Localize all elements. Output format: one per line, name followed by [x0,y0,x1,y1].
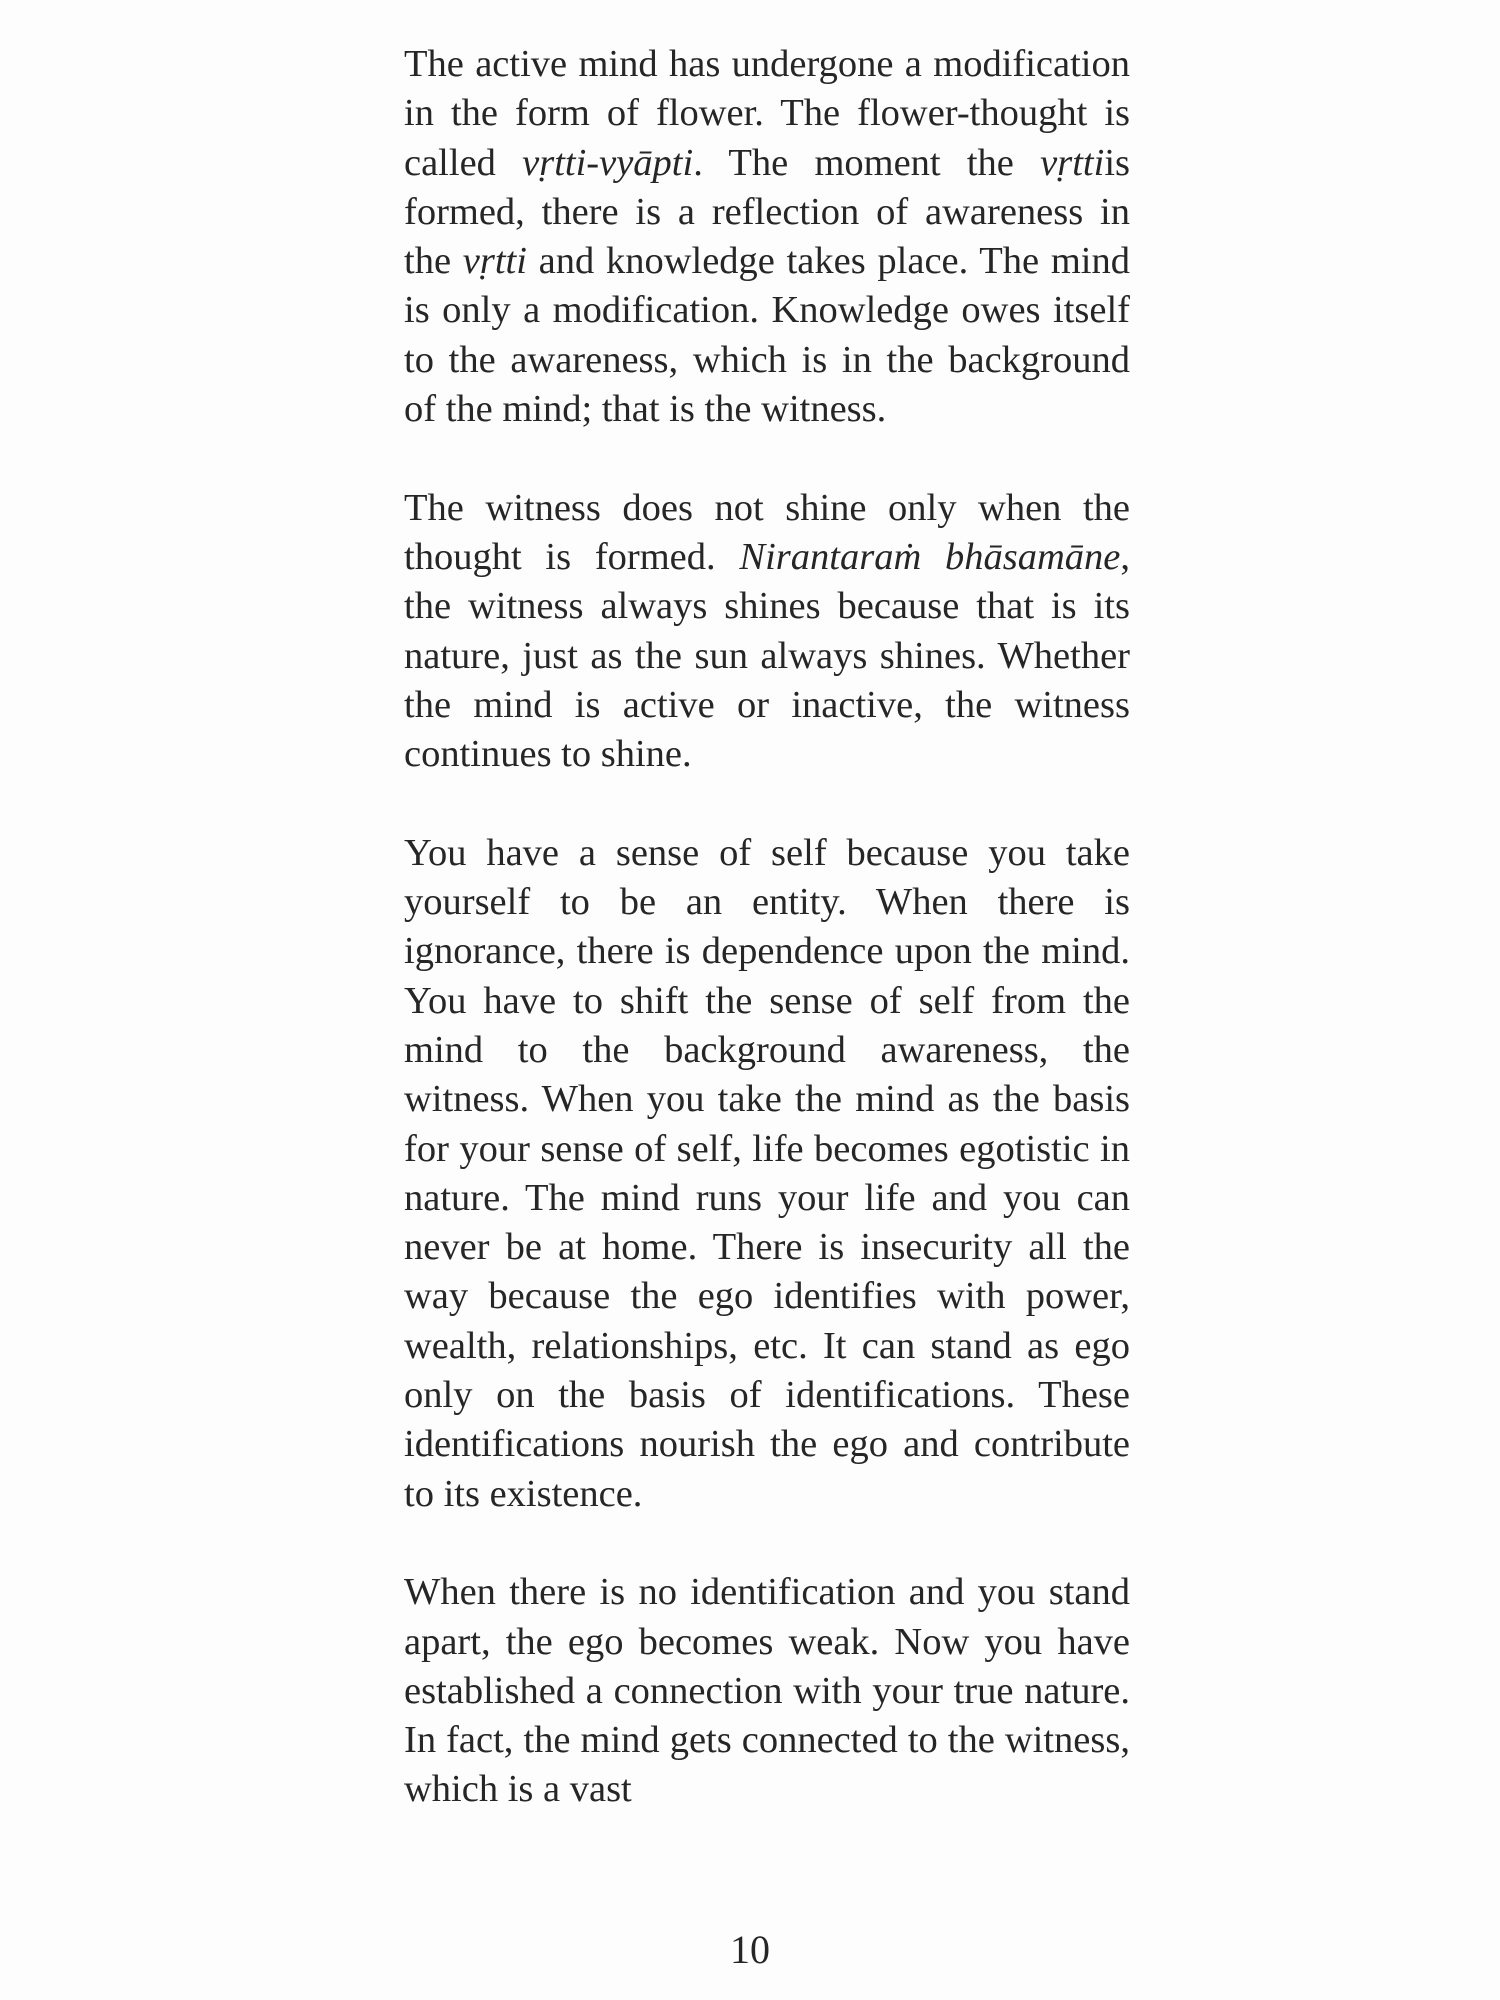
text-run: The active mind has undergone a modification in the form of flower. The flower-thought is called [404,43,1130,184]
sanskrit-term: vṛtti-vyāpti [522,141,694,184]
text-run: , the witness always shines because that is its nature, just as the sun always shines. Whether the mind is active or inactive, the witness continues to shine. [404,535,1131,776]
paragraph-3: You have a sense of self because you take yourself to be an entity. When there is ignorance, there is dependence upon the mind. You have to shift the sense of self from the mind to the background awareness, the witness. When you take the mind as the basis for your sense of self, life becomes egotistic in nature. The mind runs your life and you can never be at home. There is insecurity all the way because the ego identifies with power, wealth, relationships, etc. It can stand as ego only on the basis of identifications. These identifications nourish the ego and contribute to its existence. [404,831,1130,1515]
text-run: . The moment the [693,141,1041,184]
page-number: 10 [730,1927,770,1972]
body-text [404,40,1130,1864]
text-run: is formed, there is a reflection of awareness in the [404,141,1130,283]
paragraph-1 [404,40,1130,434]
paragraph-2 [404,484,1130,780]
sanskrit-term: vṛtti [1040,141,1105,184]
paragraph-4: When there is no identification and you stand apart, the ego becomes weak. Now you have established a connection with your true nature. In fact, the mind gets connected to the witness, which is a vast [404,1571,1130,1811]
text-run: The witness does not shine only when the thought is formed. [404,486,1130,578]
text-run: and knowledge takes place. The mind is only a modification. Knowledge owes itself to the awareness, which is in the background of the mind; that is the witness. [404,240,1130,431]
sanskrit-term: vṛtti [462,240,527,283]
sanskrit-term: Nirantaraṁ bhāsamāne [739,535,1121,578]
